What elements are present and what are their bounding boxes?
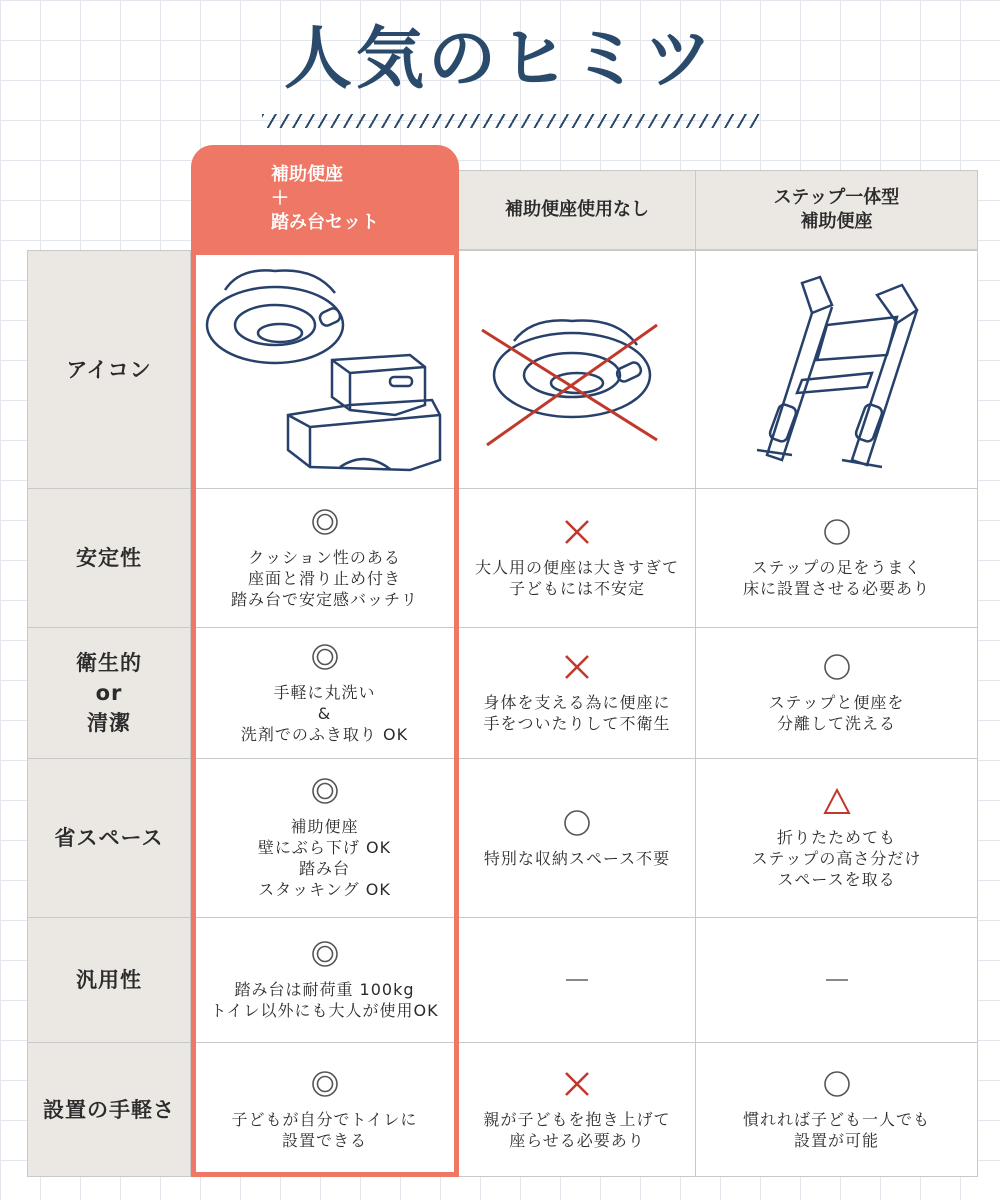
page-title: 人気のヒミツ xyxy=(283,20,716,99)
double-circle-icon xyxy=(310,776,340,806)
table-cell xyxy=(459,250,696,489)
cell-text: 踏み台は耐荷重 100kg トイレ以外にも大人が使用OK xyxy=(210,980,439,1020)
row-header xyxy=(27,759,191,918)
row-header xyxy=(27,489,191,628)
column-header-label: ステップ一体型 補助便座 xyxy=(773,187,900,232)
comparison-table xyxy=(27,170,978,1177)
cell-text: 身体を支える為に便座に 手をついたりして不衛生 xyxy=(483,693,671,733)
cell-text: ステップの足をうまく 床に設置させる必要あり xyxy=(742,558,930,598)
table-cell xyxy=(191,628,459,759)
dash-icon xyxy=(566,979,588,981)
column-header-label: 補助便座使用なし xyxy=(505,199,649,220)
title-underline-decoration xyxy=(262,114,762,128)
circle-icon xyxy=(822,517,852,547)
cell-text: 大人用の便座は大きすぎて 子どもには不安定 xyxy=(474,558,679,598)
table-cell xyxy=(696,918,978,1043)
circle-icon xyxy=(822,1069,852,1099)
row-header xyxy=(27,628,191,759)
triangle-icon xyxy=(822,787,852,817)
row-header xyxy=(27,1043,191,1177)
cross-icon xyxy=(562,652,592,682)
column-header xyxy=(696,170,978,250)
table-cell xyxy=(459,1043,696,1177)
highlight-column-header xyxy=(191,145,459,252)
potty-seat-and-step-stool-icon xyxy=(200,255,450,485)
table-cell xyxy=(696,489,978,628)
row-header-label: 設置の手軽さ xyxy=(43,1097,175,1122)
cell-text: 慣れれば子ども一人でも 設置が可能 xyxy=(742,1109,930,1150)
cross-icon xyxy=(562,1069,592,1099)
circle-icon xyxy=(822,652,852,682)
row-header xyxy=(27,918,191,1043)
row-header-label: 省スペース xyxy=(54,826,164,850)
cell-text: 子どもが自分でトイレに 設置できる xyxy=(231,1109,418,1150)
table-cell xyxy=(696,1043,978,1177)
step-ladder-potty-seat-icon xyxy=(712,255,962,485)
table-cell xyxy=(459,918,696,1043)
table-cell xyxy=(191,1043,459,1177)
table-cell xyxy=(459,489,696,628)
cell-text: 補助便座 壁にぶら下げ OK 踏み台 スタッキング OK xyxy=(257,817,392,899)
dash-icon xyxy=(826,979,848,981)
double-circle-icon xyxy=(310,507,340,537)
crossed-out-potty-seat-icon xyxy=(452,255,702,485)
double-circle-icon xyxy=(310,1069,340,1099)
cell-text: クッション性のある 座面と滑り止め付き 踏み台で安定感バッチリ xyxy=(230,547,418,609)
row-header-label: 汎用性 xyxy=(76,968,142,992)
row-header-label: 安定性 xyxy=(76,546,142,570)
cell-text: ステップと便座を 分離して洗える xyxy=(768,693,905,733)
table-cell xyxy=(696,250,978,489)
table-cell xyxy=(191,759,459,918)
row-header-label: アイコン xyxy=(66,357,152,382)
circle-icon xyxy=(562,808,592,838)
table-cell xyxy=(191,250,459,489)
column-header xyxy=(459,170,696,250)
table-cell xyxy=(459,759,696,918)
table-cell xyxy=(696,628,978,759)
table-cell xyxy=(696,759,978,918)
cross-icon xyxy=(562,517,592,547)
double-circle-icon xyxy=(310,642,340,672)
table-cell xyxy=(191,489,459,628)
cell-text: 折りたためても ステップの高さ分だけ スペースを取る xyxy=(751,827,922,889)
column-header-label: 補助便座 ＋ 踏み台セット xyxy=(271,163,379,233)
table-cell xyxy=(459,628,696,759)
cell-text: 特別な収納スペース不要 xyxy=(483,848,671,868)
cell-text: 親が子どもを抱き上げて 座らせる必要あり xyxy=(483,1109,671,1150)
table-cell xyxy=(191,918,459,1043)
row-header xyxy=(27,250,191,489)
double-circle-icon xyxy=(310,939,340,969)
row-header-label: 衛生的 or 清潔 xyxy=(76,651,142,735)
cell-text: 手軽に丸洗い & 洗剤でのふき取り OK xyxy=(240,682,409,744)
